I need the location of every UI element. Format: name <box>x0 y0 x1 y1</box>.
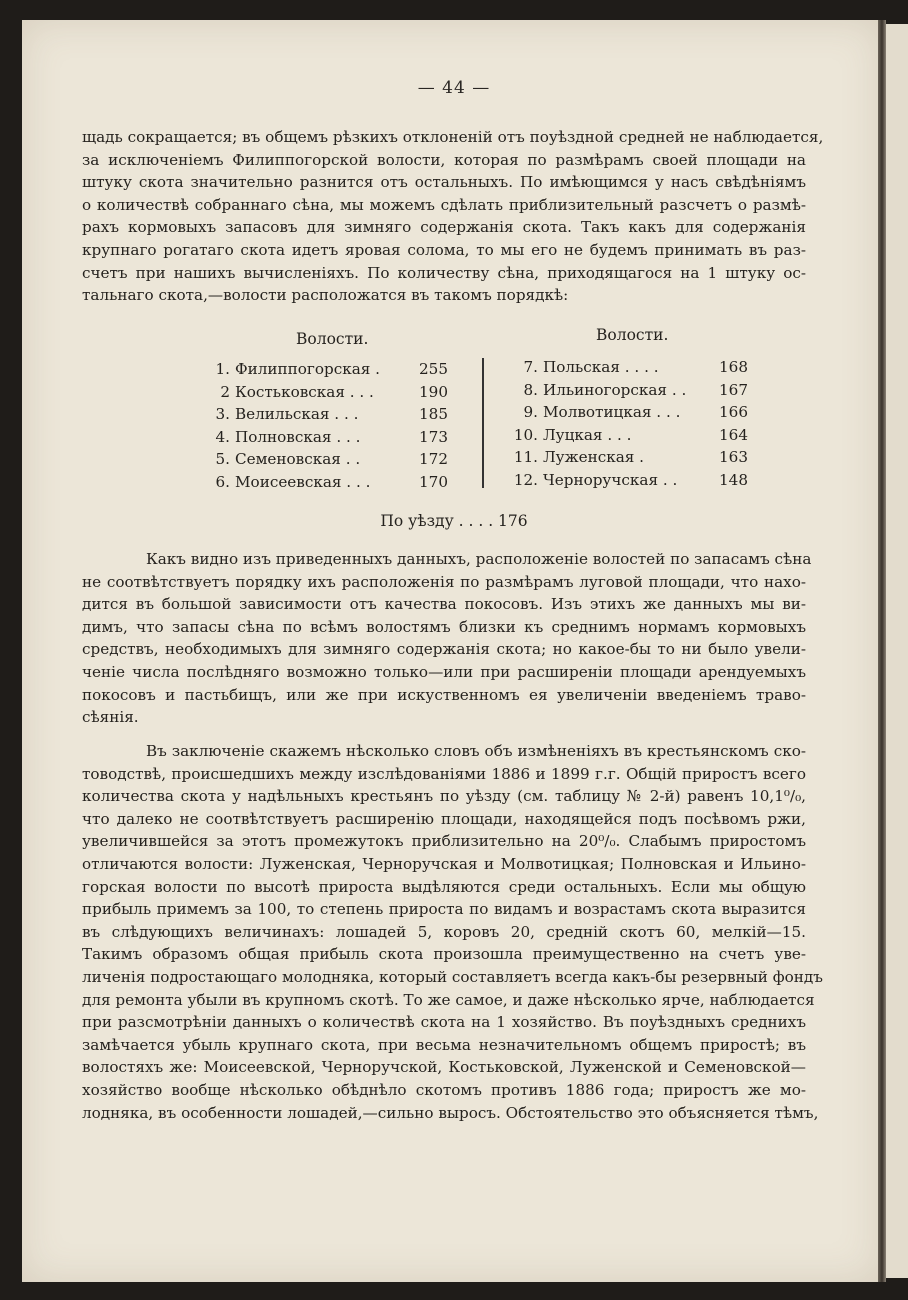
text-line: Въ заключеніе скажемъ нѣсколько словъ объ измѣненіяхъ въ крестьянскомъ ско- <box>146 742 806 760</box>
text-line: за исключеніемъ Филиппогорской волости, которая по размѣрамъ своей площади на <box>82 150 806 169</box>
text-line: щадь сокращается; въ общемъ рѣзкихъ отклоненій отъ поуѣздной средней не наблюдается, <box>82 128 824 146</box>
volost-name: Польская . . . . <box>543 358 659 376</box>
row-number: 4. <box>215 427 230 446</box>
volost-row <box>512 469 748 491</box>
volost-name: Велильская . . . <box>235 405 359 423</box>
page-number: — 44 — <box>417 78 491 98</box>
hay-value: 170 <box>419 472 448 491</box>
text-line: дится въ большой зависимости отъ качества покосовъ. Изъ этихъ же данныхъ мы ви- <box>82 595 806 614</box>
text-line: количества скота у надѣльныхъ крестьянъ по уѣзду (см. таблицу № 2-й) равенъ 10,1⁰/₀, <box>82 787 806 806</box>
volost-row <box>512 446 748 468</box>
volost-name: Костьковская . . . <box>235 382 374 401</box>
volost-name: Ильиногорская . . <box>543 380 687 399</box>
volost-name: Моисеевская . . . <box>235 472 371 491</box>
column-divider <box>482 358 484 488</box>
volost-row <box>204 358 448 380</box>
text-line: о количествѣ собраннаго сѣна, мы можемъ сдѣлать приблизительный разсчетъ о размѣ- <box>82 195 806 214</box>
text-line: счетъ при нашихъ вычисленіяхъ. По количеству сѣна, приходящагося на 1 штуку ос- <box>82 263 806 282</box>
text-line: рахъ кормовыхъ запасовъ для зимняго содержанія скота. Такъ какъ для содержанія <box>82 218 806 237</box>
volost-row <box>512 379 748 401</box>
text-line: лодняка, въ особенности лошадей,—сильно выросъ. Обстоятельство это объясняется тѣмъ, <box>82 1103 819 1122</box>
text-line: замѣчается убыль крупнаго скота, при весьма незначительномъ общемъ приростѣ; въ <box>82 1035 806 1054</box>
volost-name: Луцкая . . . <box>543 425 632 444</box>
text-line: для ремонта убыли въ крупномъ скотѣ. То же самое, и даже нѣсколько ярче, наблюдается <box>82 990 815 1009</box>
text-line: димъ, что запасы сѣна по всѣмъ волостямъ близки къ среднимъ нормамъ кормовыхъ <box>82 617 806 636</box>
text-line: не соотвѣтствуетъ порядку ихъ расположенія по размѣрамъ луговой площади, что нахо- <box>82 572 806 591</box>
text-line: волостяхъ же: Моисеевской, Черноручской, Костьковской, Луженской и Семеновской— <box>82 1058 806 1077</box>
text-line: при разсмотрѣніи данныхъ о количествѣ скота на 1 хозяйство. Въ поуѣздныхъ среднихъ <box>82 1013 806 1032</box>
volost-row <box>512 424 748 446</box>
volost-name: Черноручская . . <box>543 470 678 489</box>
row-number: 3. <box>215 405 230 423</box>
volost-name: Молвотицкая . . . <box>543 403 681 421</box>
text-line: Такимъ образомъ общая прибыль скота произошла преимущественно на счетъ уве- <box>82 945 806 964</box>
hay-value: 255 <box>419 360 448 378</box>
volost-row <box>204 381 448 403</box>
text-line: что далеко не соотвѣтствуетъ расширенію площади, находящейся подъ посѣвомъ ржи, <box>82 809 806 828</box>
hay-value: 148 <box>719 470 748 489</box>
hay-value: 167 <box>719 380 748 399</box>
hay-value: 168 <box>719 358 748 376</box>
text-line: крупнаго рогатаго скота идетъ яровая солома, то мы его не будемъ принимать въ раз- <box>82 240 806 259</box>
volost-row <box>204 403 448 425</box>
district-total: По уѣзду . . . . 176 <box>380 512 528 530</box>
text-line: отличаются волости: Луженская, Черноручская и Молвотицкая; Полновская и Ильино- <box>82 854 806 873</box>
text-line: тальнаго скота,—волости расположатся въ такомъ порядкѣ: <box>82 286 569 305</box>
row-number: 9. <box>523 403 538 421</box>
intro-paragraph <box>82 126 824 307</box>
text-line: въ слѣдующихъ величинахъ: лошадей 5, коровъ 20, средній скотъ 60, мелкій—15. <box>82 922 806 941</box>
text-line: увеличившейся за этотъ промежутокъ приблизительно на 20⁰/₀. Слабымъ приростомъ <box>82 832 806 851</box>
row-number: 10. <box>513 425 538 444</box>
volost-name: Луженская . <box>543 448 644 466</box>
text-line: средствъ, необходимыхъ для зимняго содержанія скота; но какое-бы то ни было увели- <box>82 640 806 659</box>
row-number: 5. <box>215 450 230 468</box>
row-number: 1. <box>215 360 230 378</box>
volost-name: Филиппогорская . <box>235 360 381 378</box>
row-number: 7. <box>523 358 538 376</box>
text-line: личенія подростающаго молодняка, который составляетъ всегда какъ-бы резервный фондъ <box>82 967 823 986</box>
text-line: штуку скота значительно разнится отъ остальныхъ. По имѣющимся у насъ свѣдѣніямъ <box>82 173 806 192</box>
right-column-header: Волости. <box>596 326 669 344</box>
row-number: 12. <box>513 470 538 489</box>
adjacent-page-edge <box>884 24 908 1278</box>
text-line: ченіе числа послѣдняго возможно только—или при расширеніи площади арендуемыхъ <box>82 662 806 681</box>
volost-name: Семеновская . . <box>235 450 361 468</box>
volost-row <box>204 471 448 493</box>
left-column-header: Волости. <box>296 330 369 348</box>
final-paragraph <box>82 740 823 1124</box>
hay-value: 185 <box>419 405 448 423</box>
hay-value: 164 <box>719 425 748 444</box>
volost-row <box>204 426 448 448</box>
text-line: сѣянія. <box>82 708 139 727</box>
volost-row <box>204 448 448 470</box>
hay-value: 172 <box>419 450 448 468</box>
hay-value: 190 <box>419 382 448 401</box>
text-line: Какъ видно изъ приведенныхъ данныхъ, расположеніе волостей по запасамъ сѣна <box>146 550 812 568</box>
hay-value: 166 <box>719 403 748 421</box>
volost-row <box>512 401 748 423</box>
row-number: 11. <box>513 448 538 466</box>
text-line: товодствѣ, происшедшихъ между изслѣдованіями 1886 и 1899 г.г. Общій приростъ всего <box>82 764 806 783</box>
row-number: 2 <box>220 382 230 401</box>
text-line: хозяйство вообще нѣсколько обѣднѣло скотомъ противъ 1886 года; приростъ же мо- <box>82 1080 806 1099</box>
volost-row <box>512 356 748 378</box>
text-line: горская волости по высотѣ прироста выдѣляются среди остальныхъ. Если мы общую <box>82 877 806 896</box>
hay-value: 163 <box>719 448 748 466</box>
row-number: 8. <box>523 380 538 399</box>
volost-name: Полновская . . . <box>235 427 361 446</box>
middle-paragraph <box>82 548 812 729</box>
hay-value: 173 <box>419 427 448 446</box>
page-gutter <box>878 20 886 1282</box>
text-line: прибыль примемъ за 100, то степень прироста по видамъ и возрастамъ скота выразится <box>82 900 806 919</box>
text-line: покосовъ и пастьбищъ, или же при искуственномъ ея увеличеніи введеніемъ траво- <box>82 685 806 704</box>
row-number: 6. <box>215 472 230 491</box>
